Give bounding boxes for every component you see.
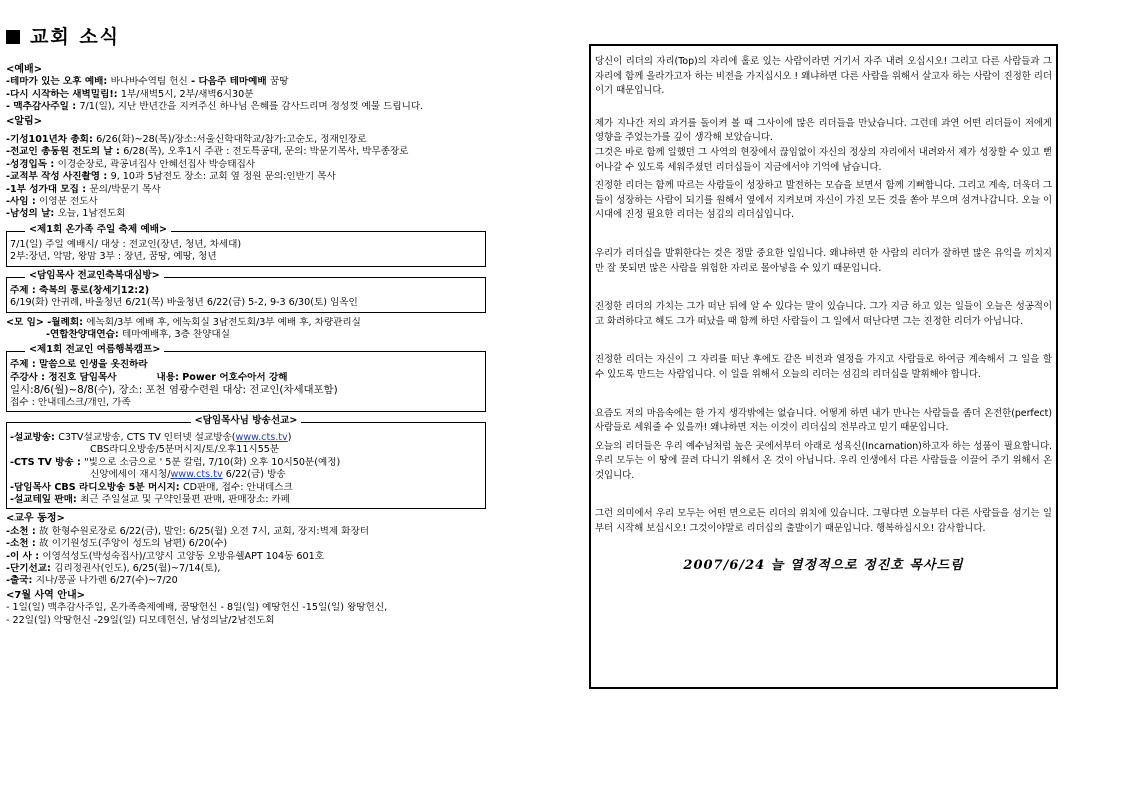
member-line: -이 사 : 이영석성도(박성숙집사)/고양시 고양동 오방유쉘APT 104동 601호	[6, 550, 325, 562]
box-line: 주제 : 축복의 통로(창세기12:2)	[10, 284, 150, 296]
cts-link[interactable]: www.cts.tv	[235, 431, 288, 443]
box-title: <제1회 온가족 주일 축제 예배>	[25, 224, 171, 236]
member-line: -단기선교: 김리정권사(인도), 6/25(월)~7/14(토),	[6, 563, 221, 574]
meeting-line: <모 임> -월례회: 에녹회/3부 예배 후, 에녹회실 3남전도회/3부 예배 후, 차량관리실	[6, 316, 361, 328]
july-line: - 22일(일) 악땅헌신 -29일(일) 디모데헌신, 남성의날/2남전도회	[6, 614, 275, 626]
july-header: <7월 사역 안내>	[6, 589, 85, 601]
broadcast-line: -CTS TV 방송 : "빛으로 소금으로 ' 5분 칼럼, 7/10(화) 오후 10시50분(예정)	[10, 456, 341, 468]
column-paragraph: 그런 의미에서 우리 모두는 어떤 면으로든 리더의 위치에 있습니다. 그렇다면 오늘부터 다른 사람들을 섬기는 일부터 시작해 보십시오! 그것이야말로 리더십의 출발이기 때문입니다. 행복하십시오! 감사합니다.	[595, 508, 1052, 535]
broadcast-line: CBS라디오방송/5분머시지/토/오후11시55분	[90, 444, 280, 456]
worship-line: -테마가 있는 오후 예배: 바나바수역팀 헌신 - 다음주 테마예배 꿈땅	[6, 76, 289, 88]
column-paragraph: 진정한 리더는 함께 따르는 사람들이 성장하고 발전하는 모습을 보면서 함께 기뻐합니다. 그리고 계속, 더욱더 그들이 성장하는 사람이 되기를 원해서 옆에서 지켜보며 자신이 가진 모든 것을 쏟아 부으며 섬겨나갑니다. 오늘 이 시대에 진정 필요한 리더는 섬김의 리더십입니다.	[595, 180, 1052, 221]
box-title: <제1회 전교인 여름행복캠프>	[25, 344, 164, 356]
pastor-signature: 2007/6/24 늘 열정적으로 정진호 목사드림	[683, 557, 964, 573]
worship-line: - 맥추감사주일 : 7/1(일), 지난 반년간을 지켜주신 하나님 은혜를 감사드리며 정성껏 예물 드립니다.	[6, 101, 424, 113]
summer-camp-box	[6, 344, 486, 412]
box-line: 7/1(일) 주일 예배시/ 대상 : 전교인(장년, 청년, 차세대)	[10, 238, 242, 250]
square-bullet-icon	[6, 30, 20, 44]
box-line: 접수 : 안내데스크/개인, 가족	[10, 396, 131, 408]
worship-line: -다시 시작하는 새벽밀림!: 1부/새벽5시, 2부/새벽6시30분	[6, 88, 254, 100]
notice-line: -교적부 작성 사진촬영 : 9, 10과 5남전도 장소: 교회 옆 정원 문의:인반기 목사	[6, 171, 336, 183]
box-line: 6/19(화) 안귀례, 바울청년 6/21(목) 바울청년 6/22(금) 5-2, 9-3 6/30(토) 임옥인	[10, 297, 358, 309]
broadcast-line: -담임목사 CBS 라디오방송 5분 머시지: CD판매, 접수: 안내데스크	[10, 481, 293, 493]
notice-line: -전교인 총동원 전도의 날 : 6/28(목), 오후1시 주관 : 전도특공대, 문의: 박문기목사, 박무종장로	[6, 146, 409, 158]
meeting-line: -연합찬양대연습: 테마예배후, 3층 찬양대실	[46, 328, 230, 340]
column-paragraph: 진정한 리더는 자신이 그 자리를 떠난 후에도 같은 비전과 열정을 가지고 사람들로 하여금 계속해서 그 일을 할 수 있도록 만드는 사람입니다. 이 일을 위해서 오늘의 리더는 섬김의 리더십을 발휘해야 합니다.	[595, 354, 1052, 380]
notice-line: -성경입독 : 이경순장로, 곽공녀집사 안혜선집사 박승태집사	[6, 158, 256, 170]
church-news-column	[6, 25, 486, 627]
broadcast-line: -설교방송: C3TV설교방송, CTS TV 인터넷 설교방송(www.cts.tv)	[10, 431, 292, 443]
column-paragraph: 당신이 리더의 자리(Top)의 자리에 홀로 있는 사람이라면 거기서 자주 내려 오십시오! 그리고 다른 사람들과 그 자리에 함께 올라가고자 하는 비전을 가지십시오 ! 왜냐하면 다른 사람을 위해서 살고자 하는 사람이 진정한 리더이기 때문입니다.	[595, 56, 1052, 97]
box-line: 주강사 : 정진호 담임목사 내용: Power 어호수아서 강해	[10, 371, 288, 383]
family-worship-box	[6, 223, 486, 267]
notices-header: <알림>	[6, 115, 43, 127]
members-header: <교우 동정>	[6, 513, 65, 525]
notice-line: -사임 : 이영분 전도사	[6, 196, 98, 208]
column-paragraph: 그것은 바로 함께 일했던 그 사역의 현장에서 끊임없이 자신의 정상의 자리에서 내려와서 제가 성장할 수 있고 뻗어나갈 수 있도록 세워주셨던 리더십들이 지금에서야 기억에 남습니다.	[595, 146, 1052, 173]
pastoral-visit-box	[6, 269, 486, 313]
column-paragraph: 요즘도 저의 마음속에는 한 가지 생각밖에는 없습니다. 어떻게 하면 내가 만나는 사람들을 좀더 온전한(perfect)사람들로 세워줄 수 있을까! 왜냐하면 저는 이것이 리더십의 전부라고 믿기 때문입니다.	[595, 407, 1052, 434]
broadcast-line: 신앙에세이 재시청/www.cts.tv 6/22(금) 방송	[90, 469, 286, 481]
box-line: 일시:8/6(월)~8/8(수), 장소: 포천 염광수련원 대상: 전교인(차세대포함)	[10, 384, 338, 397]
member-line: -소천 : 故 한형수원로장로 6/22(금), 발인: 6/25(월) 오전 7시, 교회, 장지:벽제 화장터	[6, 525, 370, 537]
cts-link[interactable]: www.cts.tv	[170, 469, 223, 481]
member-line: -출국: 지나/몽골 나가렌 6/27(수)~7/20	[6, 575, 178, 587]
page-title	[6, 25, 486, 48]
box-title: <담임목사 전교인축복대심방>	[25, 270, 164, 282]
column-paragraph: 오늘의 리더들은 우리 예수님처럼 높은 곳에서부터 아래로 성육신(Incarnation)하고자 하는 성품이 필요합니다. 우리 모두는 이 땅에 끌려 다니기 위해서 온 것이 아닙니다. 우리 인생에서 다른 사람들을 이끌어 주기 위해서 온 것입니다.	[595, 440, 1052, 481]
page-title-text: 교회 소식	[30, 25, 121, 48]
box-line: 2부:장년, 악맘, 왕맘 3부 : 장년, 꿈땅, 예땅, 청년	[10, 251, 217, 263]
pastor-column-box	[589, 44, 1058, 689]
box-line: 주제 : 말씀으로 인생을 옷진하라	[10, 359, 148, 371]
worship-header: <예배>	[6, 64, 43, 75]
broadcast-box	[6, 414, 486, 509]
notice-line: -기성101년차 총회: 6/26(화)~28(목)/장소:서울신학대학교/참가:고순도, 정재인장로	[6, 134, 367, 146]
column-paragraph: 우리가 리더십을 발휘한다는 것은 정말 중요한 일입니다. 왜냐하면 한 사람의 리더가 잘하면 많은 유익을 끼치지만 잘 못되면 많은 사람을 위험한 자리로 몰아넣을 수 있기 때문입니다.	[595, 247, 1052, 274]
column-paragraph: 제가 지나간 저의 과거를 돌이켜 볼 때 그사이에 많은 리더들을 만났습니다. 그런데 과연 어떤 리더들이 저에게 영향을 주었는가를 깊이 생각해 보았습니다.	[595, 117, 1052, 144]
notice-line: -남성의 날: 오늘, 1남전도회	[6, 208, 126, 220]
column-paragraph: 진정한 리더의 가치는 그가 떠난 뒤에 알 수 있다는 말이 있습니다. 그가 지금 하고 있는 일들이 오늘은 성공적이고 화려하다고 해도 그가 떠났을 때 함께 하던 사람들이 그 일에서 떠난다면 그는 진정한 리더가 아닙니다.	[595, 301, 1052, 327]
member-line: -소천 : 故 이기원성도(주앙이 성도의 남편) 6/20(수)	[6, 538, 228, 550]
broadcast-line: -설교테잎 판매: 최근 주일설교 및 구약인물편 판매, 판매장소: 카페	[10, 493, 291, 505]
notice-line: -1부 성가대 모집 : 문의/박문기 목사	[6, 183, 161, 195]
july-line: - 1일(일) 맥추감사주일, 온가족축제예배, 꿈땅헌신 - 8일(일) 예땅헌신 -15일(일) 왕땅헌신,	[6, 602, 388, 614]
box-title: <담임목사님 방송선교>	[191, 415, 302, 426]
